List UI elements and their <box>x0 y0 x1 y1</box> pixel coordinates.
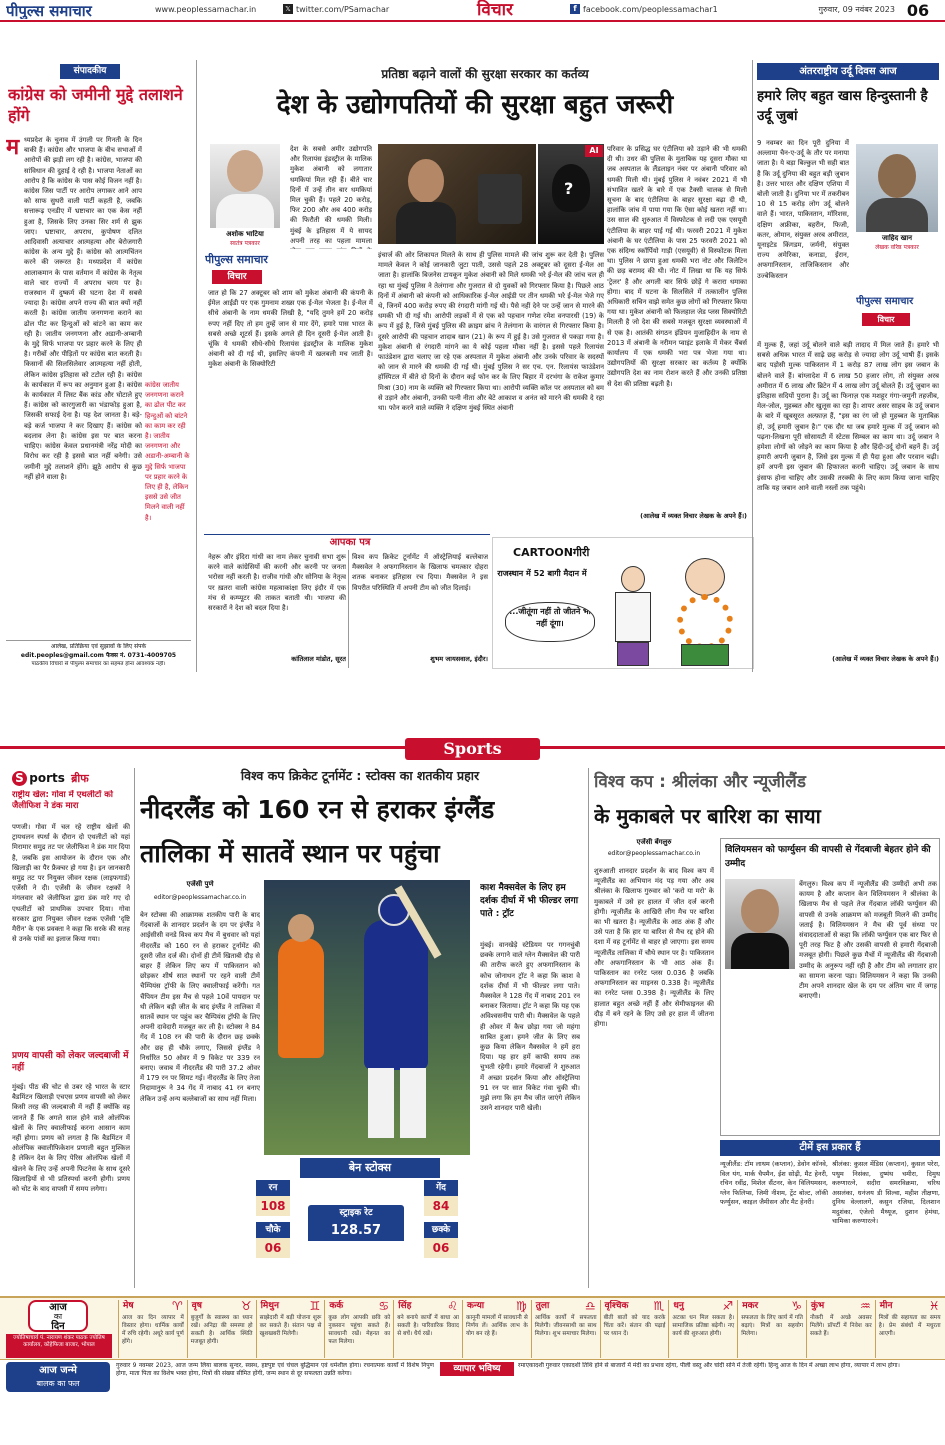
zodiac-sign <box>737 1300 806 1358</box>
editorial-footer-contact: आलेख, प्रतिक्रिया एवं सुझावों के लिए संपर्क <box>50 643 147 650</box>
editorial-footer-email[interactable]: edit.peoples@gmail.com फैक्स नं. 0731-4009705 <box>20 652 177 659</box>
facebook-link[interactable]: facebook.com/peoplessamachar1 <box>583 5 718 14</box>
zodiac-symbol-icon: ♍ <box>516 1300 527 1313</box>
zodiac-name: सिंह <box>398 1301 412 1311</box>
player-name-label: बेन स्टोक्स <box>300 1158 440 1178</box>
williamson-photo <box>725 879 795 969</box>
balls-value: 84 <box>424 1196 458 1216</box>
zodiac-sign <box>531 1300 600 1358</box>
zodiac-name: कुंभ <box>811 1301 825 1311</box>
stokes-photo <box>264 880 470 1155</box>
masthead-logo: पीपुल्स समाचार <box>6 2 92 19</box>
sl-side-box <box>720 838 940 1136</box>
business-label: व्यापार भविष्य <box>440 1362 514 1376</box>
strike-rate-value: 128.57 <box>308 1221 404 1241</box>
editorial-footer-rule <box>6 640 191 641</box>
zodiac-text: सफलता के लिए कार्य में गति बढ़ाएं। मित्रों का सहयोग मिलेगा। <box>741 1315 803 1337</box>
ai-photo-tag: AI <box>585 145 603 157</box>
eng-headline-1: नीदरलैंड को 160 रन से हराकर इंग्लैंड <box>140 795 495 824</box>
facebook-icon: f <box>570 4 580 14</box>
sl-side-title: विलियमसन को फार्ग्युसन की वापसी से गेंदबाजी बेहतर होने की उम्मीद <box>725 845 931 869</box>
brief-1-title: राष्ट्रीय खेल: गोवा में एथलीटों को जैलीफिश ने डंक मारा <box>12 790 113 811</box>
badge-logo: पीपुल्स समाचार <box>205 253 268 266</box>
sl-kicker: विश्व कप : श्रीलंका और न्यूजीलैंड <box>594 772 806 792</box>
urdu-tag: अंतरराष्ट्रीय उर्दू दिवस आज <box>757 63 939 80</box>
cartoon-figure-2 <box>671 558 741 666</box>
zodiac-symbol-icon: ♋ <box>378 1300 390 1313</box>
author-name: अशोक भाटिया <box>226 230 264 238</box>
zodiac-sign <box>600 1300 669 1358</box>
eng-body: बेन स्टोक्स की आक्रामक शतकीय पारी के बाद गेंदबाजों के शानदार प्रदर्शन के दम पर इंग्लैंड ने आईसीसी वनडे विश्व कप मैच में बुधवार को यहां नीदरलैंड को 160 रन से हराकर टूर्नामेंट की दूसरी जीत दर्ज की। दोनों ही टीमें खिताबी दौड़ से बाहर हैं लेकिन लिए कप में पाकिस्तान को छोड़कर शीर्ष सात स्थानों पर रहने वाली टीमें चैम्पियंस ट्रॉफी के लिए क्वालीफाई करेंगी। गत चैंपियन टीम इस मैच से पहले 10वें पायदान पर थी लेकिन बड़ी जीत के बाद इंग्लैंड ने तालिका में सातवें स्थान पर पहुंच कर चैम्पियंस ट्रॉफी के लिए अपनी दावेदारी मजबूत कर ली है। स्टोक्स ने 84 गेंद में 108 रन की पारी के दौरान छह छक्के और छह ही चौके लगाए, जिससे इंग्लैंड ने निर्धारित 50 ओवर में 9 विकेट पर 339 रन बनाए। जवाब में नीदरलैंड की पारी 37.2 ओवर में 179 रन पर सिमट गई। नीदरलैंड के लिए तेजा निदामानुरू ने 34 गेंद में नाबाद 41 रन बनाए लेकिन उन्हें अन्य बल्लेबाजों का साथ नहीं मिला। <box>140 911 260 1103</box>
zodiac-sign <box>806 1300 875 1358</box>
urdu-author-role: लेखक वरिष्ठ पत्रकार <box>875 244 919 251</box>
born-today-badge <box>6 1362 110 1392</box>
zodiac-symbol-icon: ♏ <box>653 1300 665 1313</box>
horoscope-title-1: आज <box>49 1302 67 1313</box>
website-link[interactable]: www.peoplessamachar.in <box>155 5 257 14</box>
balls-label: गेंद <box>424 1180 458 1196</box>
zodiac-sign <box>256 1300 325 1358</box>
zodiac-symbol-icon: ♑ <box>791 1300 802 1313</box>
trott-body: मुंबई। वानखेड़े स्टेडियम पर गगनचुंबी छक्के लगाने वाले ग्लेन मैक्सवेल की पारी की तारीफ करते हुए अफगानिस्तान के कोच जोनाथन ट्रॉट ने कहा कि काश वे दर्शक दीर्घा में भी फील्डर लगा पाते। मैक्सवेल ने 128 गेंद में नाबाद 201 रन बनाकर जिताया। ट्रॉट ने कहा कि यह एक अविश्वसनीय पारी थी। मैक्सवेल के पहले ही ओवर में कैच छोड़ा गया जो महंगा साबित हुआ। हमने जीत के लिए सब कुछ किया लेकिन मैक्सवेल ने हमें हरा दिया। यह हार हमें काफी समय तक चुभती रहेगी। हमारे गेंदबाजों ने शुरुआत में अच्छा प्रदर्शन किया और ऑस्ट्रेलिया 91 रन पर सात विकेट गंवा चुकी थी। मुझे लगा कि हम मैच जीत जाएंगे लेकिन उसने शानदार पारी खेली। <box>480 941 580 1113</box>
main-footnote: (आलेख में व्यक्त विचार लेखक के अपने हैं।) <box>640 512 747 520</box>
zodiac-sign <box>462 1300 531 1358</box>
twitter-icon: 𝕏 <box>283 4 293 14</box>
zodiac-text: आज का दिन व्यापार में विस्तार होगा। धार्मिक कार्यों में रुचि रहेगी। अधूरे कार्य पूर्ण होंगे। <box>122 1315 184 1345</box>
badge-label: विचार <box>212 270 262 284</box>
editorial-headline: कांग्रेस को जमीनी मुद्दे तलाशने होंगे <box>8 85 183 125</box>
teams-title: टीमें इस प्रकार हैं <box>720 1140 940 1156</box>
zodiac-sign <box>118 1300 187 1358</box>
cartoon-figure-1 <box>611 566 657 666</box>
brief-2-title: प्रणय वापसी को लेकर जल्दबाजी में नहीं <box>12 1051 129 1073</box>
fours-label: चौके <box>256 1222 290 1238</box>
editorial-footer-disclaimer: पाठकीय विचारों से पीपुल्स समाचार का सहमत होना आवश्यक नहीं। <box>31 661 166 667</box>
author-role: स्वतंत्र पत्रकार <box>230 240 260 247</box>
sl-agency: एजेंसी बेंगलुरु <box>636 838 672 846</box>
runs-value: 108 <box>256 1196 290 1216</box>
zodiac-name: तुला <box>535 1301 550 1311</box>
sl-email[interactable]: editor@peoplessamachar.co.in <box>607 850 701 857</box>
zodiac-name: धनु <box>673 1301 684 1311</box>
page-number: 06 <box>906 1 930 20</box>
zodiac-symbol-icon: ♊ <box>309 1300 321 1313</box>
urdu-author-name: जाहिद खान <box>881 234 913 242</box>
zodiac-name: मिथुन <box>260 1301 280 1311</box>
issue-date: गुरुवार, 09 नवंबर 2023 <box>818 5 895 14</box>
horoscope-title-2: का <box>53 1312 63 1321</box>
trott-title: काश मैक्सवेल के लिए हम दर्शक दीर्घा में भी फील्डर लगा पाते : ट्रॉट <box>480 883 579 919</box>
cartoon-panel <box>492 537 754 669</box>
cartoon-bubble: ...जीतूंगा नहीं तो जीतने भी नहीं दूंगा। <box>505 602 595 642</box>
zodiac-symbol-icon: ♒ <box>860 1300 871 1313</box>
sixes-value: 06 <box>424 1238 458 1258</box>
urdu-badge-logo: पीपुल्स समाचार <box>856 296 914 307</box>
urdu-badge-label: विचार <box>862 313 910 326</box>
sl-side-body: बेंगलुरु। विश्व कप में न्यूजीलैंड की उम्मीदों अभी तक कायम है और कप्तान केन विलियमसन ने श्रीलंका के खिलाफ मैच से पहले तेज गेंदबाज लॉकी फर्ग्युसन की वापसी से उनके आक्रमण को मजबूती मिलने की उम्मीद जताई है। विलियमसन ने मैच की पूर्व संध्या पर संवाददाताओं से कहा कि लॉकी फर्ग्युसन एक बार फिर से पूरी तरह फिट है और उसकी वापसी से हमारी गेंदबाजी मजबूत होगी। पिछले कुछ मैचों में न्यूजीलैंड की गेंदबाजी उम्मीद के अनुरूप नहीं रही है और टीम को लगातार हार का सामना करना पड़ा। विलियमसन ने कहा कि उनकी टीम अपने शानदार खेल के दम पर अंतिम चार में जगह बनाएगी। <box>799 880 937 1001</box>
column-divider-2 <box>752 60 753 672</box>
zodiac-text: बीती बातों को याद करके चिंता करें। संतान की पढ़ाई पर ध्यान दें। <box>603 1315 666 1337</box>
sports-brief-label: ports <box>29 771 65 785</box>
cartoon-caption: राजस्थान में 52 बागी मैदान में <box>497 569 587 578</box>
zodiac-name: मीन <box>879 1301 893 1311</box>
astrologer-credit: ज्योतिषाचार्य पं. नारायण शंकर पाठक ज्योतिष कार्यालय, कोहेफिजा बाजार, भोपाल <box>6 1334 112 1358</box>
editorial-tag: संपादकीय <box>60 64 120 79</box>
zodiac-text: अटका धन मिल सकता है। सामाजिक प्रतिष्ठा बढ़ेगी। नए कार्य की शुरुआत होगी। <box>672 1315 735 1337</box>
editorial-dropcap: म <box>6 135 20 157</box>
nz-team: न्यूजीलैंड: टॉम लाथम (कप्तान), डेवोन कॉनवे, विल यंग, मार्क चैपमैन, ईश सोढ़ी, मैट हेनरी, रचिन रवींद्र, मिशेल सैंटनर, केन विलियमसन, ग्लेन फिलिप्स, जिमी नीशम, ट्रेंट बोल्ट, लॉकी फर्ग्युसन, काइल जैमीसन और मैट हेनरी। <box>720 1160 828 1206</box>
sports-banner: Sports <box>405 738 540 760</box>
zodiac-symbol-icon: ♈ <box>172 1300 183 1313</box>
zodiac-text: आर्थिक कार्यों में सफलता मिलेगी। जीवनसाथी का साथ मिलेगा। शुभ समाचार मिलेगा। <box>534 1315 597 1337</box>
letters-divider <box>348 550 349 668</box>
letters-title: आपका पत्र <box>329 537 371 548</box>
cartoon-title: CARTOONगीरी <box>513 546 590 559</box>
zodiac-text: नौकरी में अच्छे अवसर मिलेंगे। प्रॉपर्टी में निवेश कर सकते हैं। <box>810 1315 872 1337</box>
zodiac-text: कुछ लोग आपकी छवि को नुकसान पहुंचा सकते हैं। सावधानी रखें। मेहनत का फल मिलेगा। <box>328 1315 391 1345</box>
sl-body: शुरुआती शानदार प्रदर्शन के बाद विश्व कप में न्यूजीलैंड का अभियान मंद पड़ गया और अब श्रीलंका के खिलाफ गुरुवार को 'करो या मरो' के मुकाबले में उसे हर हालत में जीत दर्ज करनी होगी। न्यूजीलैंड के आखिरी लीग मैच पर बारिश का भी खतरा है। न्यूजीलैंड के आठ अंक हैं और उसे पता है कि हार या बारिश से मैच रद्द होने की दशा में वह टूर्नामेंट से बाहर हो जाएगा। इस समय न्यूजीलैंड तालिका में चौथे स्थान पर है। पाकिस्तान और अफगानिस्तान के भी आठ अंक हैं। पाकिस्तान का रनरेट प्लस 0.036 है जबकि अफगानिस्तान का माइनस 0.338 है। न्यूजीलैंड का रनरेट प्लस 0.398 है। न्यूजीलैंड के लिए हालात बहुत अच्छे नहीं हैं और सेमीफाइनल की दौड़ में बने रहने के लिए उसे हर हाल में जीतना होगा। <box>594 867 714 1029</box>
letter-2: विश्व कप क्रिकेट टूर्नामेंट में ऑस्ट्रेलियाई बल्लेबाज मैक्सवेल ने अफगानिस्तान के खिलाफ चमत्कार दोहरा शतक बनाकर इतिहास रच दिया। मैक्सवेल ने इस विपरीत परिस्थिति में अपनी टीम को जीत दिलाई। <box>352 553 488 592</box>
sports-brief-word: ब्रीफ <box>71 772 89 785</box>
main-body-4: परिवार के प्रसिद्ध घर एंटीलिया को उड़ाने की भी धमकी दी थी। उधर की पुलिस के मुताबिक यह दूसरा मौका था जब अस्पताल के लैंडलाइन नंबर पर अंबानी परिवार को धमकी मिली थी। मुंबई पुलिस ने नवंबर 2021 में भी संभावित खतरे के बारे में एक टैक्सी चालक से मिली सूचना के बाद एंटीलिया के बाहर सुरक्षा बढ़ा दी थी, हालांकि जांच में पाया गया कि ऐसा कोई खतरा नहीं था। उस साल की शुरुआत में विस्फोटक से लदी एक एसयूवी एंटीलिया के बाहर पाई गई थी। फरवरी 2021 में मुकेश अंबानी के घर एंटीलिया के पास 25 फरवरी 2021 को एक संदिग्ध स्कॉर्पियो गाड़ी (एसयूवी) से विस्फोटक मिला था। पुलिस ने छापा हुआ धमकी भरा नोट और जिलेटिन की छड़ बरामद की थी। नोट में लिखा था कि यह सिर्फ 'ट्रेलर' है और अगली बार सिर्फ छोड़ें गे करारा धमाका होगा। बाद में घटना के सिलसिले में तत्कालीन पुलिस अधिकारी सचिन वाझे समेत कुछ लोगों को गिरफ्तार किया गया था। मुकेश अंबानी को फिलहाल जेड प्लस सिक्योरिटी मिलती है जो देश की सबसे मजबूत सुरक्षा व्यवस्थाओं में से एक है। आतंकी संगठन इंडियन मुजाहिदीन के नाम से 2013 में अंबानी के नरीमन प्वाइंट इलाके में मेकर चैंबर्स कार्यालय में एक धमकी भरा पत्र भेजा गया था। उद्योगपतियों की सुरक्षा सरकार का कर्तव्य है क्योंकि उद्योगपति देश का नाम रोशन करते हैं और उनकी प्रतिष्ठा से देश की प्रतिष्ठा बढ़ती है। <box>607 145 747 388</box>
zodiac-name: मेष <box>123 1301 134 1311</box>
header-rule <box>0 20 945 22</box>
zodiac-name: वृश्चिक <box>604 1301 629 1311</box>
born-today-label-1: आज जन्मे <box>39 1365 77 1376</box>
zodiac-text: मित्रों की सहायता का समय है। प्रेम संबंधों में मधुरता आएगी। <box>878 1315 941 1337</box>
born-today-label-2: बालक का फल <box>36 1379 80 1388</box>
zodiac-symbol-icon: ♉ <box>240 1300 252 1313</box>
eng-headline-2: तालिका में सातवें स्थान पर पहुंचा <box>140 839 440 868</box>
zodiac-sign <box>668 1300 737 1358</box>
zodiac-symbol-icon: ♎ <box>584 1300 596 1313</box>
main-body-1: देश के सबसे अमीर उद्योगपति और रिलायंस इंडस्ट्रीज के मालिक मुकेश अंबानी को लगातार धमकियां मिल रही हैं। बीते चार दिनों में उन्हें तीन बार धमकियां मिल चुकी हैं। पहले 20 करोड़, फिर 200 और अब 400 करोड़ की फिरौती की धमकी मिली। मुंबई के इतिहास में ये सायद अपनी तरह का पहला मामला <box>290 145 372 245</box>
zodiac-name: कन्या <box>467 1301 485 1311</box>
main-kicker: प्रतिष्ठा बढ़ाने वालों की सुरक्षा सरकार का कर्तव्य <box>381 67 589 81</box>
letter-1: नेहरू और इंदिरा गांधी का नाम लेकर चुनावी सभा शुरू करने वाले कांग्रेसियों की करनी और करनी पर जनता भरोसा नहीं करती है। राजीव गांधी और सोनिया के नेतृत्व पर ख़तरा वाली कांग्रेस महत्वाकांक्षा लिए इंदौर में एक मंच से कम्प्यूटर की ताकत बताती थी। भाजपा की सरकारों ने देश को बदल दिया है। <box>208 553 346 613</box>
zodiac-sign <box>393 1300 462 1358</box>
fours-value: 06 <box>256 1238 290 1258</box>
hacker-photo: ? <box>538 144 604 244</box>
editorial-pullquote: कांग्रेस जातीय जनगणना कराने का ढोल पीट कर हिन्दुओं को बांटने का काम कर रही है। जातीय जनगणना और अडानी-अम्बानी के मुद्दे सिर्फ भाजपा पर प्रहार करने के लिए ही है, लेकिन इससे उसे जीत मिलने वाली नहीं है। <box>145 381 190 522</box>
sports-brief-header: S ports ब्रीफ <box>12 770 152 788</box>
letter-2-author: शुभम जायसवाल, इंदौर। <box>430 655 488 663</box>
zodiac-sign <box>324 1300 393 1358</box>
brief-2-body: मुंबई। पीठ की चोट से उबर रहे भारत के स्टार बैडमिंटन खिलाड़ी एचएस प्रणय वापसी को लेकर किसी तरह की जल्दबाजी में नहीं हैं क्योंकि वह जानते हैं कि अगले साल होने वाले ओलंपिक खेलों के लिए क्वालीफाई करना आसान काम नहीं होगा। प्रणय को लगता है कि बैडमिंटन में ओलंपिक क्वालीफिकेशन प्रणाली बहुत मुश्किल है लेकिन देश के लिए पेरिस ओलंपिक खेलों में खेलने के लिए उन्हें अपनी फिटनेस के साथ दूसरे खिलाड़ियों से भी प्रतिस्पर्धा करनी होगी। प्रणय को चोट के बाद वापसी में समय लगेगा। <box>12 1083 130 1194</box>
sl-headline: के मुकाबले पर बारिश का साया <box>594 804 821 828</box>
main-body-2: जात हो कि 27 अक्टूबर को शाम को मुकेश अंबानी की कंपनी के ईमेल आईडी पर एक गुमनाम शख्स एक ई-मेल भेजता है। ई-मेल में सीधे अंबानी के नाम धमकी लिखी है, "यदि तुमने हमें 20 करोड़ रुपए नहीं दिए तो हम तुम्हें जान से मार देंगे, हमारे पास भारत के सबसे अच्छे शूटर्स हैं। इसके अगले ही दिन दूसरी ई-मेल आती है। चूंकि ये धमकी सीधे-सीधे रिलायंस इंडस्ट्रीज के मालिक मुकेश अंबानी को दी गई थी, इसलिए कंपनी में खलबली मच जाती है। मुकेश अंबानी के सिक्योरिटी <box>208 289 373 369</box>
editorial-body: ध्यप्रदेश के चुनाव में उंगली पर गिनती के दिन बाकी हैं। कांग्रेस और भाजपा के बीच सभाओं में आरोपों की झड़ी लग रही है। कांग्रेस, भाजपा की सांविधान की दुहाई दे रही है। भाजपा नेताओं का आरोप है कि कांग्रेस के पास कोई विजन नहीं है। कांग्रेस जिस पार्टी पर आरोप लगाकर आने आप को साफ सुथरी वाली पार्टी कहती है, जबकि सत्तारूढ़ एनडीए में भ्रष्टाचार का एक केस नहीं हुआ है, जिसके लिए उनका सिर शर्म से झुक जाए। भ्रष्टाचार, अपराध, कुपोषण दलित आदिवासी अत्याचार आत्महत्या और बेरोजगारी कांग्रेस के अन्य मुद्दे हैं। कांग्रेस को आत्मचिंतन करने की जरूरत है। मध्यप्रदेश में कांग्रेस आलाकमान के पास वर्तमान में कांग्रेस के नेतृत्व वाले चार राज्यों में अपराध चरम पर है। राजस्थान में दुष्कर्म की घटना देश में सबसे ज्यादा है। कांग्रेस अपने राज्य की बात क्यों नहीं करती है। कांग्रेस जातीय जनगणना कराने का ढोल पीट कर हिन्दुओं को बांटने का काम कर रही है। जातीय जनगणना और अडानी-अम्बानी के मुद्दे सिर्फ भाजपा पर प्रहार करने के लिए ही है। गरीबों और पीड़ितों पर कांग्रेस बात करती है। किसानों की सिलसिलेवार आत्महत्या नहीं होती, लेकिन कांग्रेस इतिहास को टटोल रही है। कांग्रेस के कार्यकाल में रूप का अनुमान हुआ है। कांग्रेस के कार्यकाल में लिस्ट बैंक कांड और घोटाले हुए हैं। कांग्रेस को कारगुजारी का भंडाफोड़ हुआ है, जिसकी सफाई देना है। यह देश जानता है। बड़े-बड़े कर्ज भाजपा ने कर दिखाए हैं। कांग्रेस को बदलाव लेना है। कांग्रेस इस पर बात करना चाहिए। कांग्रेस केवल प्रधानमंत्री नरेंद्र मोदी का विरोध कर रही है इससे बात नहीं बनेगी। उसे जमीनी मुद्दे तलाशने होंगे। झूठे आरोप से कुछ नहीं होने वाला है। <box>24 136 142 481</box>
brief-1-body: पणजी। गोवा में चल रहे राष्ट्रीय खेलों की ट्रायथलन स्पर्धा के दौरान दो एथलीटों को यहां मिरामार समुद्र तट पर जेलीफिश ने डंक मार दिया है, जबकि इस आयोजन के दौरान एक और खिलाड़ी का पैर फ्रैक्चर हो गया है। इन जानकारी समुद्र तट पर नियुक्त जीवन रक्षक (लाइफगार्ड) एजेंसी ने दी। एजेंसी के जीवन रक्षकों ने मंगलवार को जेलीफिश द्वारा डंक मारे गए दो एथलीटों को प्राथमिक उपचार दिया। गोवा सरकार द्वारा नियुक्त जीवन रक्षक एजेंसी 'दृष्टि मैरीन' के एक प्रवक्ता ने कहा कि सरके की सतह से उनके पांवों का इलाज किया गया। <box>12 823 130 944</box>
zodiac-sign <box>187 1300 256 1358</box>
urdu-body-2: में मुल्क हैं, जहां उर्दू बोलने वाले बड़ी तादाद में मिल जाते हैं। हमारे भी सबसे अधिक भारत में साढ़े छह करोड़ से ज्यादा लोग उर्दू भाषी हैं। इसके बाद पड़ोसी मुल्क पाकिस्तान में 1 करोड़ 87 लाख लोग इस जबान के बोलने वाले हैं। बांग्लादेश में 6 लाख 50 हजार लोग, तो संयुक्त अरब अमीरात में 6 लाख और ब्रिटेन में 4 लाख लोग उर्दू बोलते हैं। उर्दू जुबान का इतिहास सदियों पुराना है। उर्दू का फिनाज़ एक मशहूर गंगा-जमुनी तहजीब, मेल-जोल, मुहब्बत और खुलूस का रहा है। शायर असर साहब के उर्दू जबान के बारे में खूबसूरत अल्फ़ाज़ हैं, "इस का रंग जो हो मुहब्बत के मुताबिक़ हो, उर्दू हमारी जुबान है।" एक दौर था जब हमारे मुल्क में उर्दू जबान को पढ़ना-लिखना पूरी सोसायटी में स्टेटस सिम्बल का काम था। उर्दू जबान ने हमेशा लोगों को जोड़ने का काम किया है और हिंदी-उर्दू दोनों बहनें हैं। उर्दू हमारी अपनी जुबान है, जिसे इस मुल्क में ही पैदा हुआ और परवान चढ़ी। हमें अपनी इस जुबान की हिफाजत करनी चाहिए। उर्दू जबान के साथ इंसाफ होना चाहिए और उसकी तरक्की के लिए काम किया जाना चाहिए ताकि यह जबान आने वाली नस्लों तक पहुंचे। <box>757 341 939 492</box>
horoscope-title-3: दिन <box>51 1321 65 1332</box>
ambani-photo <box>378 144 536 244</box>
zodiac-symbol-icon: ♌ <box>447 1300 458 1313</box>
main-body-1b <box>208 288 373 526</box>
section-title: विचार <box>476 0 513 20</box>
business-text: रमाएकादशी गुरुवार एकादशी तिथि होने से बाजारों में मंदी का प्रभाव रहेगा, पीली वस्तु और चांदी सोने में तेजी रहेगी। हिन्दु आज के दिन में अच्छा लाभ होगा, व्यापार में लाभ होगा। <box>518 1362 900 1369</box>
letters-rule <box>204 534 490 535</box>
urdu-footnote: (आलेख में व्यक्त विचार लेखक के अपने हैं।) <box>832 655 939 663</box>
sixes-label: छक्के <box>424 1222 458 1238</box>
twitter-link[interactable]: twitter.com/PSamachar <box>296 5 390 14</box>
zodiac-name: वृष <box>191 1301 203 1311</box>
zodiac-text: साझेदारी में बड़ी योजना शुरू कर सकते हैं। संतान पक्ष से खुशखबरी मिलेगी। <box>259 1315 322 1337</box>
author-photo <box>210 144 280 228</box>
zodiac-text: बने बनाये कार्यों में बाधा आ सकती है। पारिवारिक विवाद से बचें। धैर्य रखें। <box>397 1315 459 1337</box>
sports-divider-2 <box>588 768 589 1288</box>
urdu-headline: हमारे लिए बहुत खास हिन्दुस्तानी है उर्दू जुबां <box>757 88 928 124</box>
urdu-author-photo <box>856 144 938 232</box>
masthead <box>0 0 945 22</box>
zodiac-symbol-icon: ♓ <box>928 1300 940 1313</box>
eng-agency: एजेंसी पुणे <box>186 880 214 888</box>
horoscope-title-badge <box>28 1300 88 1332</box>
letter-1-author: कांतिलाल मांडोत, सूरत <box>291 655 346 663</box>
main-body-3: इंचार्ज की ओर शिकायत मिलते के साथ ही पुलिस मामले की जांच शुरू कर देती है। पुलिस मामले केवल ने कोई जानकारी जुटा पाती, उससे पहले 28 अक्टूबर को दूसरा ई-मेल आ जाता है। हालांकि बिजनेस टायकून मुकेश अंबानी को मिले धमकी भरे ई-मेल की जांच चल ही रहा था मुंबई पुलिस ने तेलंगाना और गुजरात से दो युवकों को गिरफ्तार किया है। पिछले आठ दिनों में अंबानी को कंपनी को आधिकारिक ई-मेल आईडी पर तीन धमकी भरे ई-मेल भेजे गए थे, जिनमें 400 करोड़ रुपए की रंगदारी मांगी गई थी। पैसे नहीं देने पर उन्हें जान से मारने की धमकी भी दी गई थी। आरोपी लड़कों में से एक को पहचान गणेश रमेश वनपारधी (19) के रूप में हुई है, जिसे मुंबई पुलिस की क्राइम ब्रांच ने तेलंगाना के वारंगल से गिरफ्तार किया है। दूसरे आरोपी की पहचान शादाब खान (21) के रूप में हुई है। उसे गुजरात से पकड़ा गया है। मुकेश अंबानी से रंगदारी मांगने का ये कोई पहला मौका नहीं है। इससे पहले रिलायंस फाउंडेशन द्वारा चलाए जा रहे एक अस्पताल में मुकेश अंबानी और उनके परिवार के सदस्यों को जान से मारने की धमकी दी गई थी। मुंबई पुलिस ने सर एच. एन. रिलायंस फाउंडेशन हॉस्पिटल में बीते दो दिनों के दौरान कई फोन कर के लिए बिहार में दरभंगा के राकेश कुमार मिश्रा (30) नाम के व्यक्ति को गिरफ्तार किया था। आरोपी व्यक्ति कॉल पर अस्पताल को बम से उड़ाने और अंबानी, उनकी पत्नी नीता और बेटे आकाश व अनंत को मारने की धमकी दे रहा था। फोन करने वाले व्यक्ति ने दक्षिण मुंबई स्थित अंबानी <box>378 251 604 413</box>
zodiac-symbol-icon: ♐ <box>722 1300 734 1313</box>
zodiac-sign <box>875 1300 944 1358</box>
column-divider <box>196 60 197 672</box>
born-today-text: गुरुवार 9 नवम्बर 2023, आज जन्म लिया बालक सुन्दर, स्वस्थ, हष्टपुष्ट एवं चंचल बुद्धिमान एवं धर्मशील होगा। रचनात्मक कार्यों में विशेष निपुण होगा, माता पिता का विशेष भक्त होगा, मित्रों की संख्या सीमित होंगी, जन्म स्थान से दूर सफलता उन्नति करेगा। <box>116 1362 434 1378</box>
strike-rate-label: स्ट्राइक रेट <box>308 1205 404 1221</box>
zodiac-text: बुजुर्गों के स्वास्थ्य का ध्यान रखें। अनिद्रा की समस्या हो सकती है। आर्थिक स्थिति मजबूत होगी। <box>190 1315 253 1345</box>
sl-team: श्रीलंका: कुसल मेंडिस (कप्तान), कुसल परेरा, पथुम निसंका, दुष्मंथ चमीरा, दिमुथ करुणारत्ने, सदीरा समरविक्रमा, चरिथ असलंका, धनंजय डी सिल्वा, महीश तीक्षणा, दुनिथ वेल्लालगे, कसुन रजिथा, दिलशान मदुशंका, एंजेलो मैथ्यूज, दुशान हेमंथा, चामिका करुणारत्ने। <box>832 1160 940 1225</box>
zodiac-name: कर्क <box>329 1301 344 1311</box>
eng-kicker: विश्व कप क्रिकेट टूर्नामेंट : स्टोक्स का शतकीय प्रहार <box>240 768 480 783</box>
urdu-body-1: 9 नवम्बर का दिन पूरी दुनिया में अल्लामा चैन-ए-उर्दू के तौर पर मनाया जाता है। ये बड़ा बिल्कुल भी सही बात है कि उर्दू दुनिया की बहुत बड़ी जुबान है। उत्तर भारत और दक्षिण एशिया में बोली जाती है। दुनिया भर में तकरीबन 10 से 15 करोड़ लोग उर्दू बोलने वाले हैं। भारत, पाकिस्तान, मॉरिशस, दक्षिण अफ्रीका, बहरीन, फिजी, कतर, ओमान, संयुक्त अरब अमीरात, यूनाइटेड किंगडम, जर्मनी, संयुक्त राज्य अमेरिका, कनाडा, ईरान, अफगानिस्तान, ताजिकिस्तान और उज्बेकिस्तान <box>757 139 849 280</box>
sports-divider-1 <box>134 768 135 1288</box>
main-headline: देश के उद्योगपतियों की सुरक्षा बहुत जरूरी <box>276 90 674 120</box>
zodiac-name: मकर <box>742 1301 759 1311</box>
eng-email[interactable]: editor@peoplessamachar.co.in <box>153 894 247 901</box>
runs-label: रन <box>256 1180 290 1196</box>
zodiac-text: कानूनी मामलों में सावधानी से निर्णय लें। आर्थिक लाभ के योग बन रहे हैं। <box>466 1315 528 1337</box>
